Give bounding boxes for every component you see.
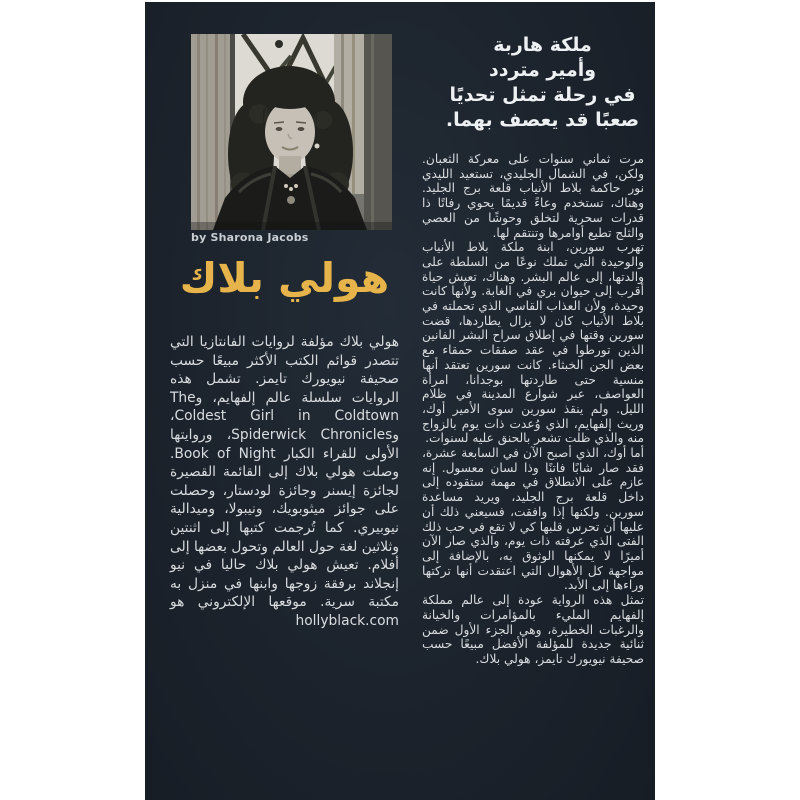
photo-credit: by Sharona Jacobs (191, 231, 309, 244)
synopsis-paragraph-1: مرت ثماني سنوات على معركة الثعبان. ولكن، في الشمال الجليدي، تستعيد الليدي نور حاكمة بلاط الأنياب قلعة برج الجليد. وهناك، تستخدم وعاءً قديمًا يحوي رفاتًا ذا قدرات سحرية لتخلق وحوشًا من العصي والثلج تطيع أوامرها وتنتقم لها. (422, 152, 644, 240)
tagline (440, 33, 645, 133)
author-bio: هولي بلاك مؤلفة لروايات الفانتازيا التي تتصدر قوائم الكتب الأكثر مبيعًا حسب صحيفة نيويورك تايمز. تشمل هذه الروايات سلسلة عالم إلفهايم، وThe Coldest Girl in Coldtown، وSpiderwick Chronicles، وروايتها الأولى للقراء الكبار Book of Night. وصلت هولي بلاك إلى القائمة القصيرة لجائزة إيسنر وجائزة لودستار، وحصلت على جوائز ميثوبويك، ونيبولا، وميدالية نيوبيري. كما تُرجمت كتبها إلى اثنتين وثلاثين لغة حول العالم وتحول بعضها إلى أفلام. تعيش هولي بلاك حاليا في نيو إنجلاند برفقة زوجها وابنها في منزل به مكتبة سرية. موقعها الإلكتروني هو hollyblack.com (170, 334, 399, 629)
tagline-line-3: في رحلة تمثل تحديًا (449, 84, 636, 106)
book-page (145, 2, 655, 800)
synopsis-paragraph-2: تهرب سورين، ابنة ملكة بلاط الأنياب والوحيدة التي تملك نوعًا من السلطة على والدتها، إلى عالم البشر. وهناك، تعيش حياة أقرب إلى حيوان بري في الغابة. ولأنها كانت وحيدة، ولأن العذاب القاسي الذي تحملته في بلاط الأنياب كان لا يزال يطاردها، قضت سورين وقتها في إطلاق سراح البشر الفانين الذين تورطوا في عقد صفقات حمقاء مع بعض الجن الخبثاء. كانت سورين تعتقد أنها منسية حتى طاردتها بوجدانا، امرأة العواصف، عبر شوارع المدينة في ظلام الليل. ولم ينقذ سورين سوى الأمير أوك، وريث إلفهايم، الذي وُعدت ذات يوم بالزواج منه والذي ظلت تشعر بالحنق عليه لسنوات. (422, 240, 644, 446)
synopsis (422, 152, 644, 667)
author-photo (191, 34, 392, 230)
author-photo-image (191, 34, 392, 230)
tagline-line-4: صعبًا قد يعصف بهما. (445, 109, 640, 131)
synopsis-paragraph-3: أما أوك، الذي أصبح الآن في السابعة عشرة، فقد صار شابًا فاتنًا وذا لسان معسول. إنه عازم على الانطلاق في مهمة ستقوده إلى داخل قلعة برج الجليد، ويريد مساعدة سورين. ولكنها إذا وافقت، فسيعني ذلك أن عليها أن تحرس قلبها كي لا تقع في حب ذلك الفتى الذي عرفته ذات يوم، والذي صار الآن أميرًا لا يمكنها الوثوق به، بالإضافة إلى مواجهة كل الأهوال التي اعتقدت أنها تركتها وراءها إلى الأبد. (422, 446, 644, 593)
tagline-line-1: ملكة هاربة (493, 34, 592, 56)
author-name-title: هولي بلاك (179, 254, 390, 302)
tagline-line-2: وأمير متردد (488, 59, 597, 81)
synopsis-paragraph-4: تمثل هذه الرواية عودة إلى عالم مملكة إلفهايم المليء بالمؤامرات والخيانة والرغبات الخطيرة، وهي الجزء الأول ضمن ثنائية جديدة للمؤلفة الأفضل مبيعًا حسب صحيفة نيويورك تايمز، هولي بلاك. (422, 593, 644, 666)
